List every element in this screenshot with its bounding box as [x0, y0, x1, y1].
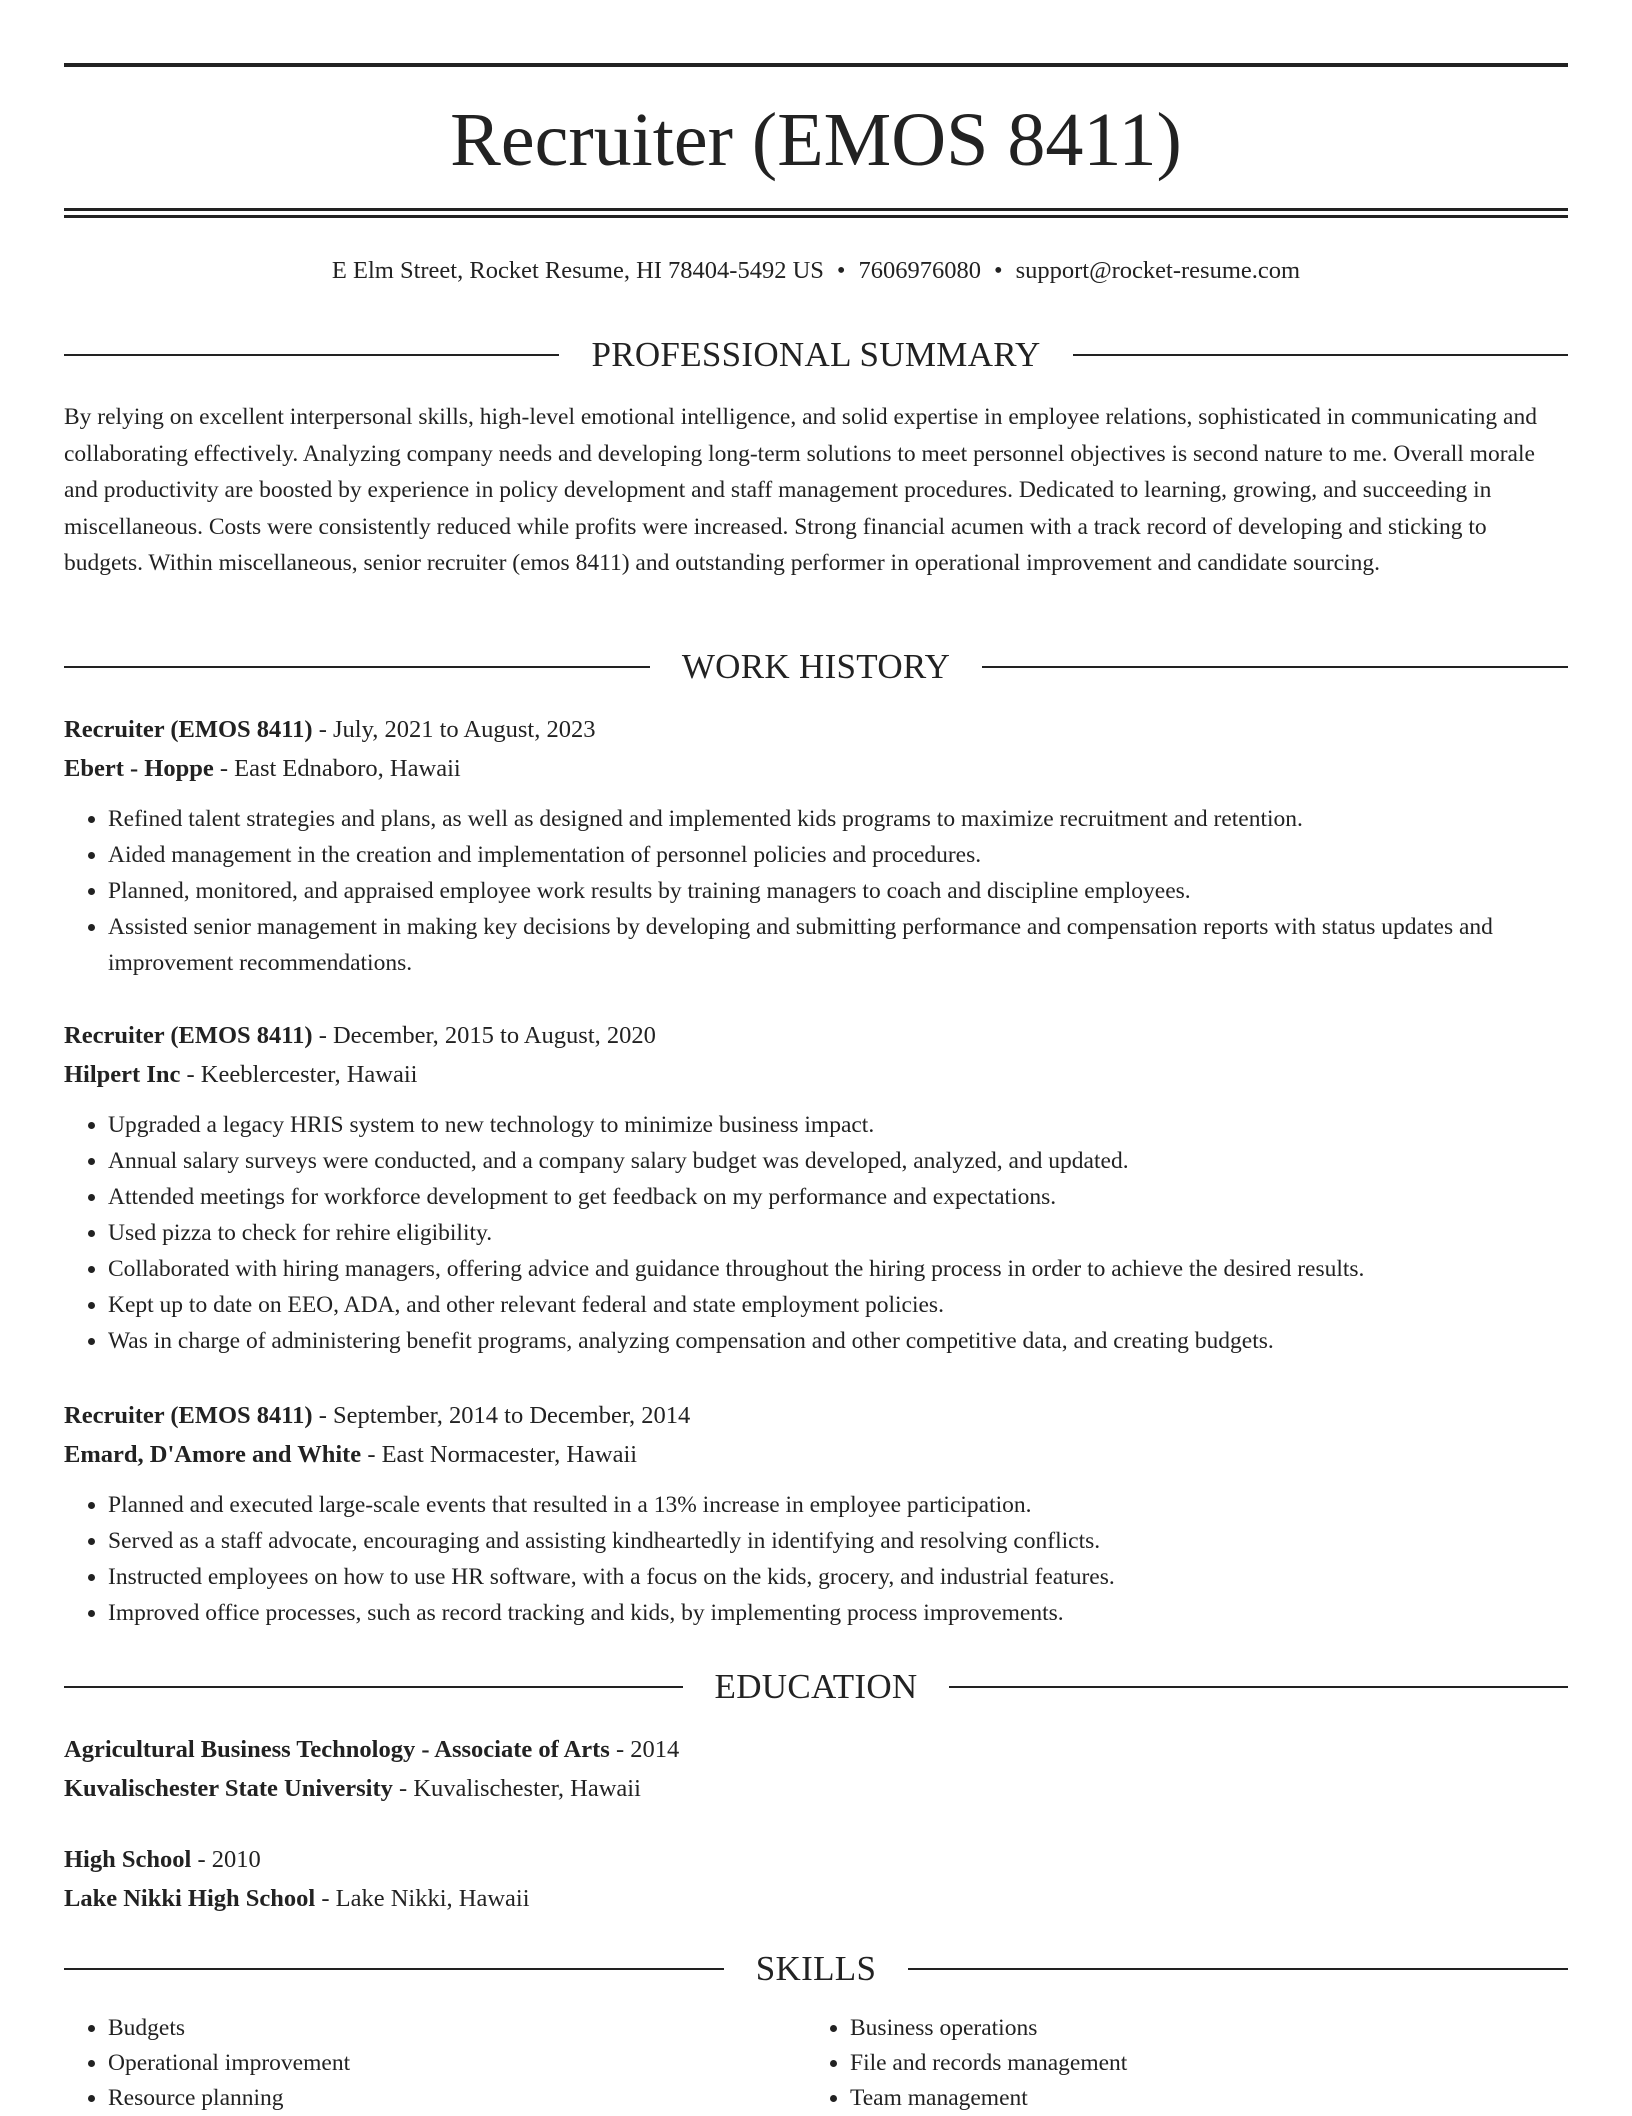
education-year: - 2010: [191, 1846, 261, 1873]
education-school: Kuvalischester State University: [64, 1774, 393, 1802]
job-bullet: • Served as a staff advocate, encouraging and assisting kindheartedly in identifying and resolving conflicts.: [108, 1523, 1568, 1559]
contact-line: [64, 254, 1568, 288]
job-bullet: • Used pizza to check for rehire eligibility.: [108, 1215, 1568, 1251]
section-header-summary: [64, 332, 1568, 378]
job-bullet: • Upgraded a legacy HRIS system to new technology to minimize business impact.: [108, 1107, 1568, 1143]
skill-item: • File and records management: [850, 2046, 1548, 2081]
education-location: - Lake Nikki, Hawaii: [315, 1884, 530, 1912]
job-entry: [64, 711, 1568, 981]
job-bullet: • Was in charge of administering benefit programs, analyzing compensation and other competitive data, and creating budgets.: [108, 1323, 1568, 1359]
double-rule-lower: [64, 215, 1568, 218]
contact-separator: •: [836, 257, 846, 284]
section-rule-left: [64, 666, 650, 668]
skills-column-right: [806, 2011, 1548, 2116]
job-location: - East Normacester, Hawaii: [361, 1440, 638, 1468]
section-rule-left: [64, 1686, 683, 1688]
section-rule-right: [982, 666, 1568, 668]
skill-item: • Business operations: [850, 2011, 1548, 2046]
summary-text: By relying on excellent interpersonal skills, high-level emotional intelligence, and solid expertise in employee relations, sophisticated in communicating and collaborating effectively. Analyzing company needs and developing long-term solutions to meet personnel objectives is second nature to me. Overall morale and productivity are boosted by experience in policy development and staff management procedures. Dedicated to learning, growing, and succeeding in miscellaneous. Costs were consistently reduced while profits were increased. Strong financial acumen with a track record of developing and sticking to budgets. Within miscellaneous, senior recruiter (emos 8411) and outstanding performer in operational improvement and candidate sourcing.: [64, 404, 1537, 576]
skills-column-left: [64, 2011, 806, 2116]
section-rule-right: [908, 1968, 1568, 1970]
section-rule-left: [64, 354, 559, 356]
job-bullet: • Improved office processes, such as record tracking and kids, by implementing process improvements.: [108, 1595, 1568, 1631]
job-location: - Keeblercester, Hawaii: [180, 1060, 418, 1088]
section-rule-right: [1073, 354, 1568, 356]
section-header-education: [64, 1664, 1568, 1710]
skill-item: • Operational improvement: [108, 2046, 806, 2081]
section-title-summary: PROFESSIONAL SUMMARY: [591, 335, 1041, 374]
job-bullets: [64, 801, 1568, 981]
job-title: Recruiter (EMOS 8411): [64, 1022, 313, 1049]
education-entry: [64, 1731, 1568, 1808]
job-bullet: • Kept up to date on EEO, ADA, and other relevant federal and state employment policies.: [108, 1287, 1568, 1323]
job-location: - East Ednaboro, Hawaii: [213, 754, 461, 782]
job-bullet: • Planned, monitored, and appraised employee work results by training managers to coach and discipline employees.: [108, 873, 1568, 909]
double-rule-upper: [64, 208, 1568, 211]
contact-email: support@rocket-resume.com: [1015, 257, 1301, 284]
job-bullets: [64, 1487, 1568, 1631]
job-company: Hilpert Inc: [64, 1060, 181, 1088]
job-entry: [64, 1397, 1568, 1631]
job-bullet: • Planned and executed large-scale events that resulted in a 13% increase in employee participation.: [108, 1487, 1568, 1523]
job-bullet: • Aided management in the creation and implementation of personnel policies and procedures.: [108, 837, 1568, 873]
contact-phone: 7606976080: [858, 257, 981, 284]
education-degree: Agricultural Business Technology - Associate of Arts: [64, 1736, 610, 1763]
skills-list: [64, 2011, 1568, 2116]
job-title: Recruiter (EMOS 8411): [64, 1402, 313, 1429]
skill-item: • Team management: [850, 2081, 1548, 2116]
job-bullet: • Assisted senior management in making key decisions by developing and submitting performance and compensation reports with status updates and improvement recommendations.: [108, 909, 1568, 981]
section-title-work: WORK HISTORY: [681, 647, 951, 686]
job-bullet: • Collaborated with hiring managers, offering advice and guidance throughout the hiring process in order to achieve the desired results.: [108, 1251, 1568, 1287]
job-title: Recruiter (EMOS 8411): [64, 716, 313, 743]
education-entry: [64, 1841, 1568, 1918]
contact-address: E Elm Street, Rocket Resume, HI 78404-5492 US: [331, 257, 824, 284]
section-rule-left: [64, 1968, 724, 1970]
education-location: - Kuvalischester, Hawaii: [392, 1774, 641, 1802]
education-year: - 2014: [609, 1736, 680, 1763]
job-bullets: [64, 1107, 1568, 1359]
job-entry: [64, 1017, 1568, 1359]
education-degree: High School: [64, 1846, 192, 1873]
job-bullet: • Attended meetings for workforce development to get feedback on my performance and expectations.: [108, 1179, 1568, 1215]
section-header-skills: [64, 1946, 1568, 1992]
job-bullet: • Instructed employees on how to use HR software, with a focus on the kids, grocery, and industrial features.: [108, 1559, 1568, 1595]
job-company: Emard, D'Amore and White: [64, 1440, 362, 1468]
job-dates: - December, 2015 to August, 2020: [312, 1022, 656, 1049]
contact-separator: •: [993, 257, 1003, 284]
job-dates: - September, 2014 to December, 2014: [312, 1402, 691, 1429]
job-bullet: • Annual salary surveys were conducted, and a company salary budget was developed, analyzed, and updated.: [108, 1143, 1568, 1179]
section-rule-right: [949, 1686, 1568, 1688]
skill-item: • Budgets: [108, 2011, 806, 2046]
skill-item: • Resource planning: [108, 2081, 806, 2116]
section-title-education: EDUCATION: [714, 1667, 918, 1706]
top-rule: [64, 63, 1568, 67]
education-school: Lake Nikki High School: [64, 1884, 316, 1912]
section-title-skills: SKILLS: [755, 1949, 877, 1988]
job-company: Ebert - Hoppe: [64, 754, 214, 782]
job-dates: - July, 2021 to August, 2023: [312, 716, 596, 743]
section-header-work: [64, 644, 1568, 690]
candidate-name: Recruiter (EMOS 8411): [450, 98, 1182, 182]
job-bullet: • Refined talent strategies and plans, as well as designed and implemented kids programs to maximize recruitment and retention.: [108, 801, 1568, 837]
